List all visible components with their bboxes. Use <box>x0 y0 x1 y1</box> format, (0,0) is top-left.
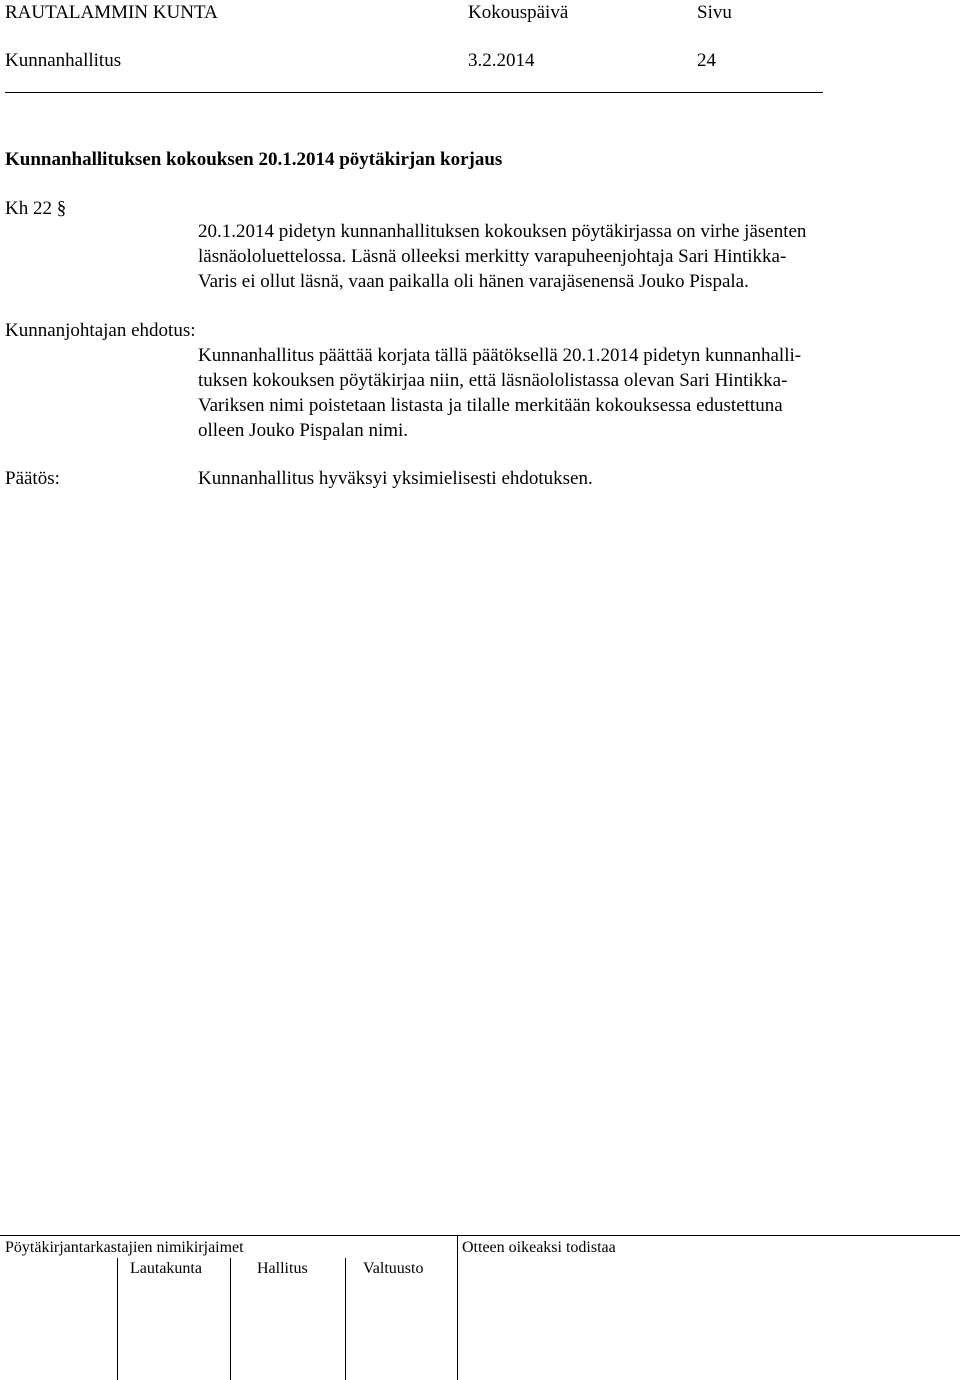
header-divider <box>5 92 823 93</box>
section-reference: Kh 22 § <box>5 198 67 219</box>
footer-vertical-divider <box>457 1235 458 1380</box>
proposal-line: tuksen kokouksen pöytäkirjaa niin, että läsnäololistassa olevan Sari Hintikka- <box>198 370 788 392</box>
intro-line: Varis ei ollut läsnä, vaan paikalla oli hänen varajäsenensä Jouko Pispala. <box>198 271 749 293</box>
footer-column-executive: Hallitus <box>257 1260 308 1277</box>
certified-copy-label: Otteen oikeaksi todistaa <box>462 1239 616 1256</box>
governing-body: Kunnanhallitus <box>5 50 122 71</box>
footer-divider-right <box>457 1235 960 1236</box>
footer-column-divider <box>230 1258 231 1380</box>
footer-divider-left <box>0 1235 457 1236</box>
page-label: Sivu <box>697 2 732 23</box>
page-number: 24 <box>697 50 716 71</box>
footer-column-divider <box>117 1258 118 1380</box>
footer-column-divider <box>345 1258 346 1380</box>
proposal-line: Variksen nimi poistetaan listasta ja tilalle merkitään kokouksessa edustettuna <box>198 395 783 417</box>
proposal-line: Kunnanhallitus päättää korjata tällä päätöksellä 20.1.2014 pidetyn kunnanhalli- <box>198 345 802 366</box>
footer-column-council: Valtuusto <box>363 1260 424 1277</box>
proposal-paragraph <box>198 343 898 443</box>
decision-text: Kunnanhallitus hyväksyi yksimielisesti ehdotuksen. <box>198 468 593 489</box>
item-title: Kunnanhallituksen kokouksen 20.1.2014 pöytäkirjan korjaus <box>5 149 503 170</box>
intro-line: läsnäololuettelossa. Läsnä olleeksi merkitty varapuheenjohtaja Sari Hintikka- <box>198 246 787 268</box>
meeting-date: 3.2.2014 <box>468 50 535 71</box>
intro-line: 20.1.2014 pidetyn kunnanhallituksen kokouksen pöytäkirjassa on virhe jäsenten <box>198 221 807 242</box>
decision-label: Päätös: <box>5 468 60 489</box>
proposal-label: Kunnanjohtajan ehdotus: <box>5 320 196 341</box>
intro-paragraph <box>198 219 898 294</box>
proposal-line: olleen Jouko Pispalan nimi. <box>198 420 409 442</box>
municipality-name: RAUTALAMMIN KUNTA <box>5 2 218 23</box>
signers-initials-label: Pöytäkirjantarkastajien nimikirjaimet <box>5 1239 244 1256</box>
meeting-date-label: Kokouspäivä <box>468 2 569 23</box>
footer-column-board: Lautakunta <box>130 1260 202 1277</box>
